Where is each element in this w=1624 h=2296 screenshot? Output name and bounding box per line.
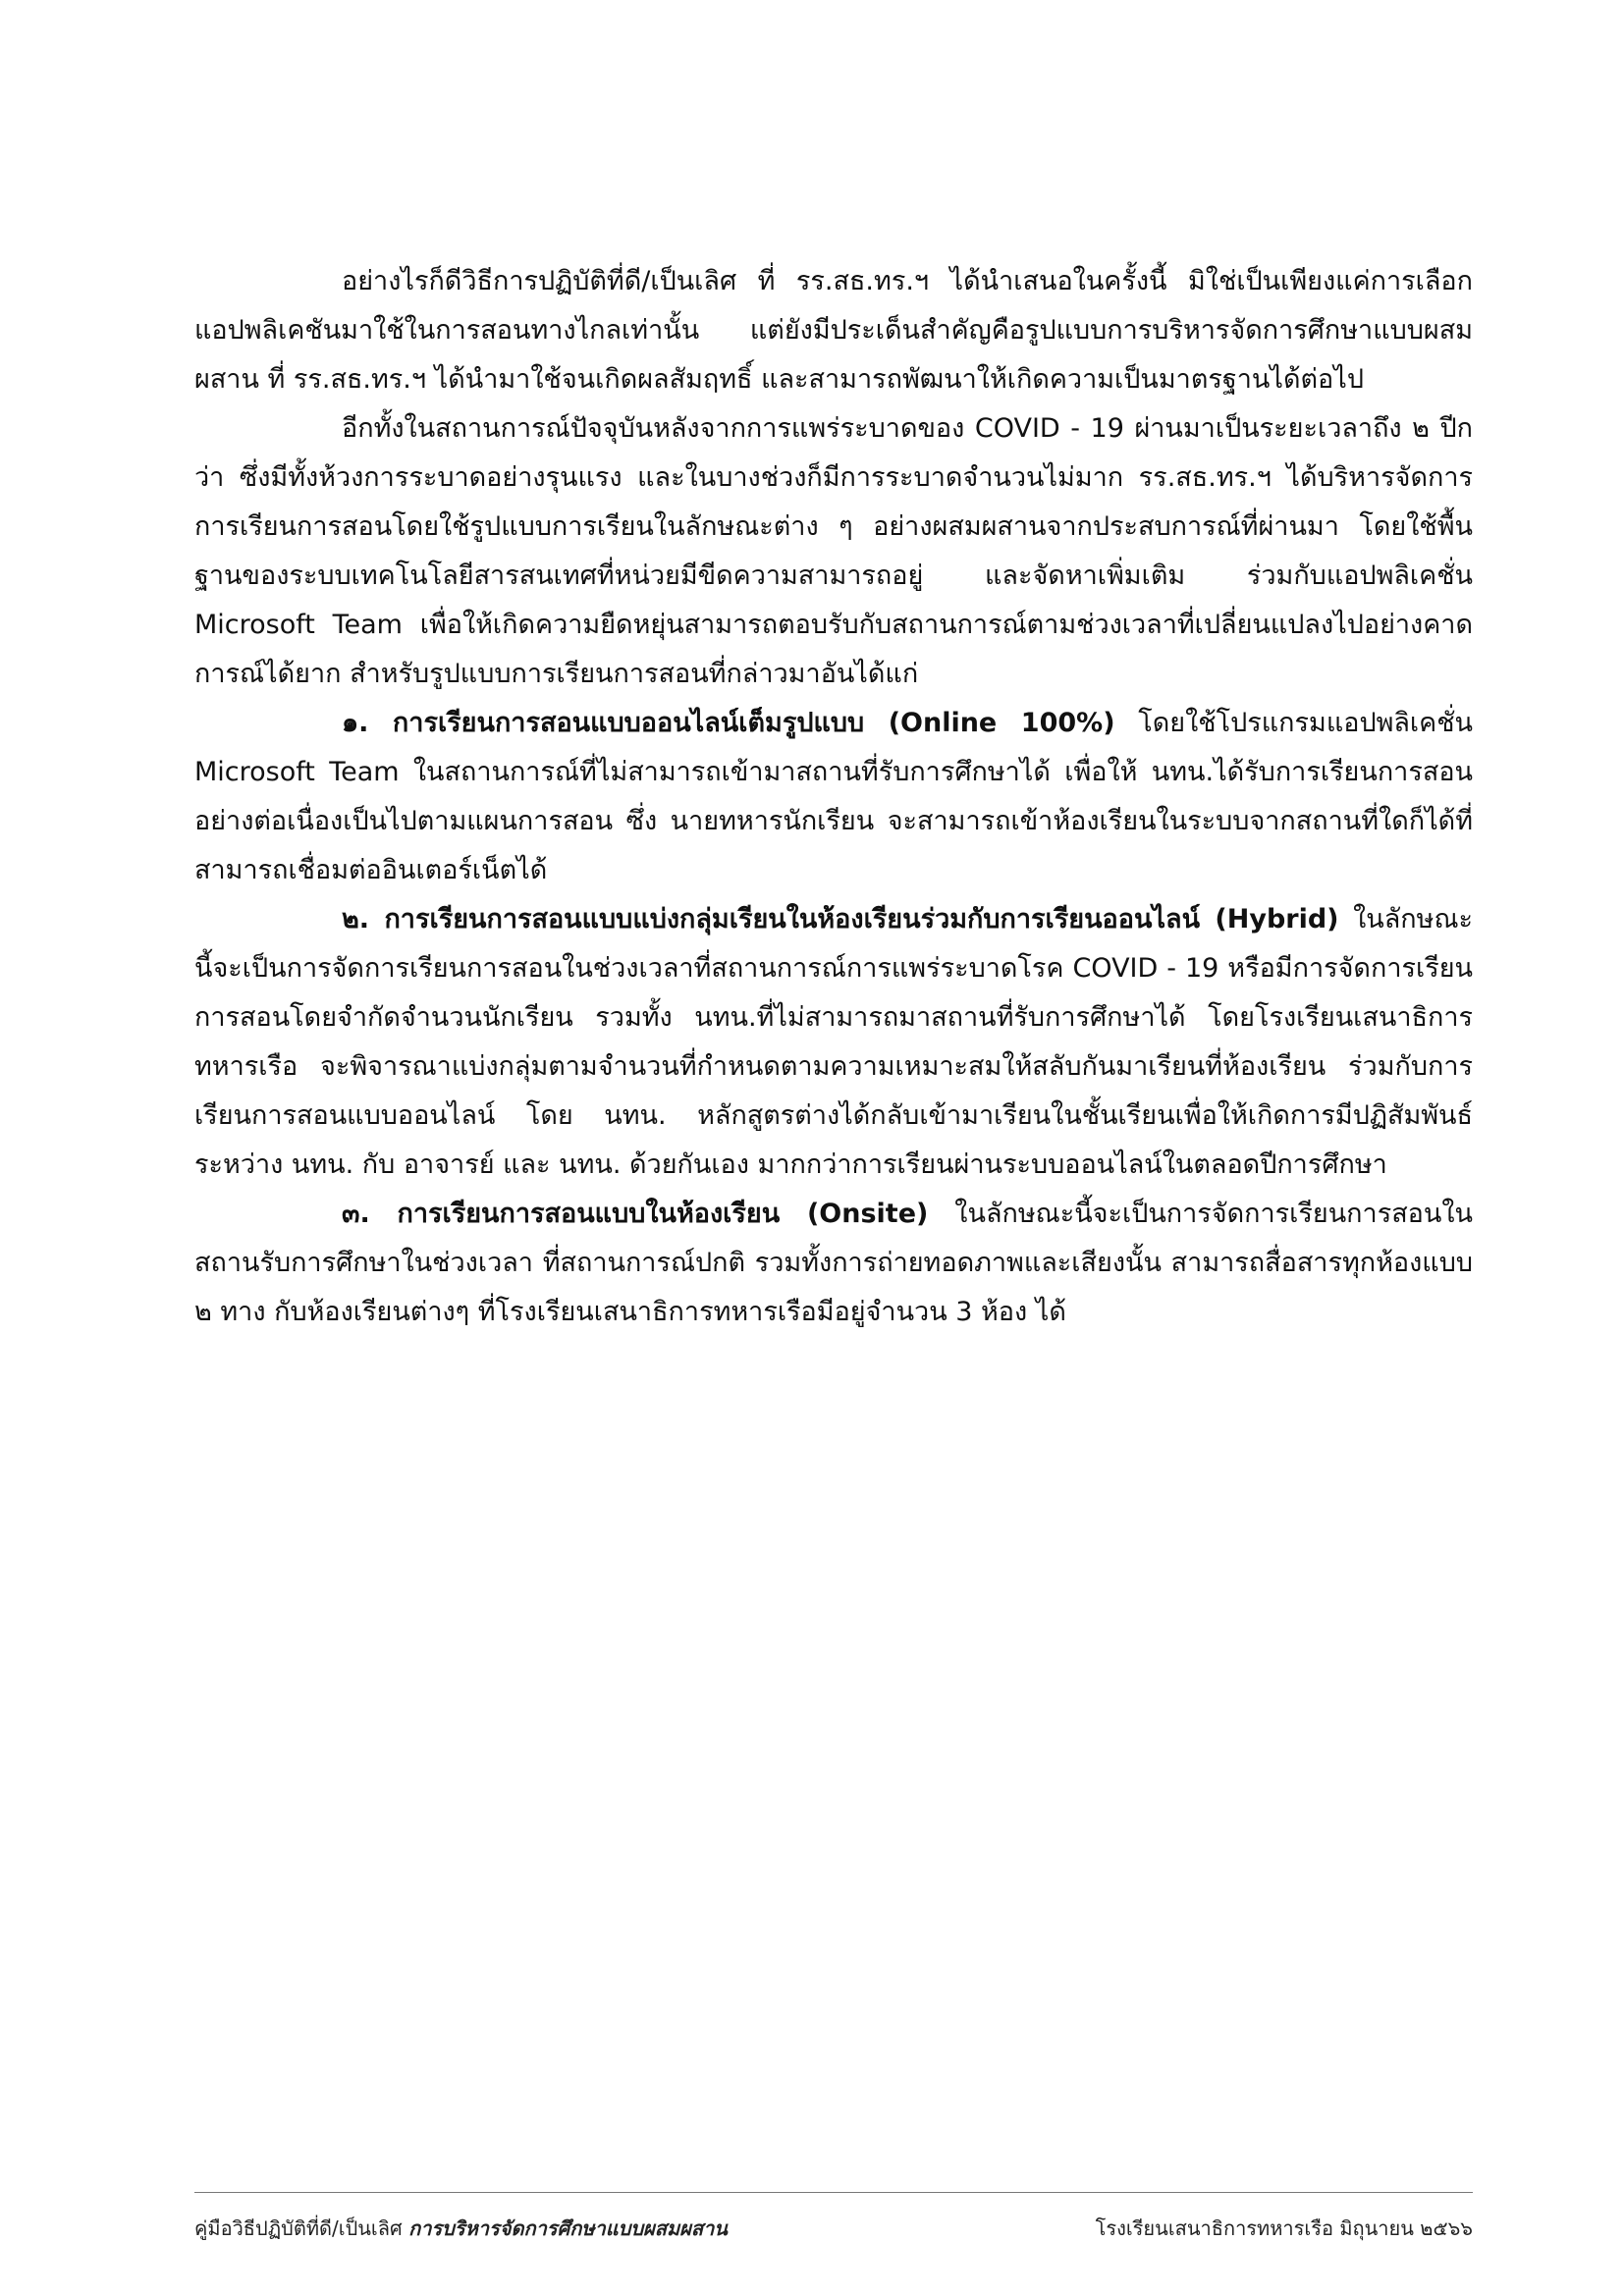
item-hybrid-heading: ๒. การเรียนการสอนแบบแบ่งกลุ่มเรียนในห้องเรียนร่วมกับการเรียนออนไลน์ (Hybrid) [342, 904, 1339, 934]
footer-left [194, 2213, 728, 2244]
item-onsite-heading: ๓. การเรียนการสอนแบบในห้องเรียน (Onsite) [342, 1199, 929, 1229]
intro-paragraph-2: อีกทั้งในสถานการณ์ปัจจุบันหลังจากการแพร่ระบาดของ COVID - 19 ผ่านมาเป็นระยะเวลาถึง ๒ ปีกว่า ซึ่งมีทั้งห้วงการระบาดอย่างรุนแรง และในบางช่วงก็มีการระบาดจำนวนไม่มาก รร.สธ.ทร.ฯ ได้บริหารจัดการการเรียนการสอนโดยใช้รูปแบบการเรียนในลักษณะต่าง ๆ อย่างผสมผสานจากประสบการณ์ที่ผ่านมา โดยใช้พื้นฐานของระบบเทคโนโลยีสารสนเทศที่หน่วยมีขีดความสามารถอยู่ และจัดหาเพิ่มเติม ร่วมกับแอปพลิเคชั่น Microsoft Team เพื่อให้เกิดความยืดหยุ่นสามารถตอบรับกับสถานการณ์ตามช่วงเวลาที่เปลี่ยนแปลงไปอย่างคาดการณ์ได้ยาก สำหรับรูปแบบการเรียนการสอนที่กล่าวมาอันได้แก่ [194, 413, 1473, 689]
footer-organization-date: โรงเรียนเสนาธิการทหารเรือ มิถุนายน ๒๕๖๖ [1095, 2216, 1473, 2240]
document-body [194, 257, 1473, 1337]
item-hybrid-text: ในลักษณะนี้จะเป็นการจัดการเรียนการสอนในช่วงเวลาที่สถานการณ์การแพร่ระบาดโรค COVID - 19 หรือมีการจัดการเรียนการสอนโดยจำกัดจำนวนนักเรียน รวมทั้ง นทน.ที่ไม่สามารถมาสถานที่รับการศึกษาได้ โดยโรงเรียนเสนาธิการทหารเรือ จะพิจารณาแบ่งกลุ่มตามจำนวนที่กำหนดตามความเหมาะสมให้สลับกันมาเรียนที่ห้องเรียน ร่วมกับการเรียนการสอนแบบออนไลน์ โดย นทน. หลักสูตรต่างได้กลับเข้ามาเรียนในชั้นเรียนเพื่อให้เกิดการมีปฏิสัมพันธ์ระหว่าง นทน. กับ อาจารย์ และ นทน. ด้วยกันเอง มากกว่าการเรียนผ่านระบบออนไลน์ในตลอดปีการศึกษา [194, 904, 1473, 1180]
footer-manual-subtitle: การบริหารจัดการศึกษาแบบผสมผสาน [408, 2216, 728, 2240]
item-online [194, 699, 1473, 895]
item-onsite [194, 1190, 1473, 1337]
item-onsite-text: ในลักษณะนี้จะเป็นการจัดการเรียนการสอนในสถานรับการศึกษาในช่วงเวลา ที่สถานการณ์ปกติ รวมทั้งการถ่ายทอดภาพและเสียงนั้น สามารถสื่อสารทุกห้องแบบ ๒ ทาง กับห้องเรียนต่างๆ ที่โรงเรียนเสนาธิการทหารเรือมีอยู่จำนวน 3 ห้อง ได้ [194, 1199, 1473, 1327]
item-hybrid [194, 895, 1473, 1190]
intro-paragraph-1: อย่างไรก็ดีวิธีการปฏิบัติที่ดี/เป็นเลิศ ที่ รร.สธ.ทร.ฯ ได้นำเสนอในครั้งนี้ มิใช่เป็นเพียงแค่การเลือกแอปพลิเคชันมาใช้ในการสอนทางไกลเท่านั้น แต่ยังมีประเด็นสำคัญคือรูปแบบการบริหารจัดการศึกษาแบบผสมผสาน ที่ รร.สธ.ทร.ฯ ได้นำมาใช้จนเกิดผลสัมฤทธิ์ และสามารถพัฒนาให้เกิดความเป็นมาตรฐานได้ต่อไป [194, 266, 1473, 395]
item-online-text: โดยใช้โปรแกรมแอปพลิเคชั่น Microsoft Team ในสถานการณ์ที่ไม่สามารถเข้ามาสถานที่รับการศึกษาได้ เพื่อให้ นทน.ได้รับการเรียนการสอนอย่างต่อเนื่องเป็นไปตามแผนการสอน ซึ่ง นายทหารนักเรียน จะสามารถเข้าห้องเรียนในระบบจากสถานที่ใดก็ได้ที่สามารถเชื่อมต่ออินเตอร์เน็ตได้ [194, 708, 1473, 885]
footer-manual-title: คู่มือวิธีปฏิบัติที่ดี/เป็นเลิศ [194, 2216, 409, 2240]
page-footer [194, 2192, 1473, 2244]
item-online-heading: ๑. การเรียนการสอนแบบออนไลน์เต็มรูปแบบ (Online 100%) [342, 708, 1115, 738]
